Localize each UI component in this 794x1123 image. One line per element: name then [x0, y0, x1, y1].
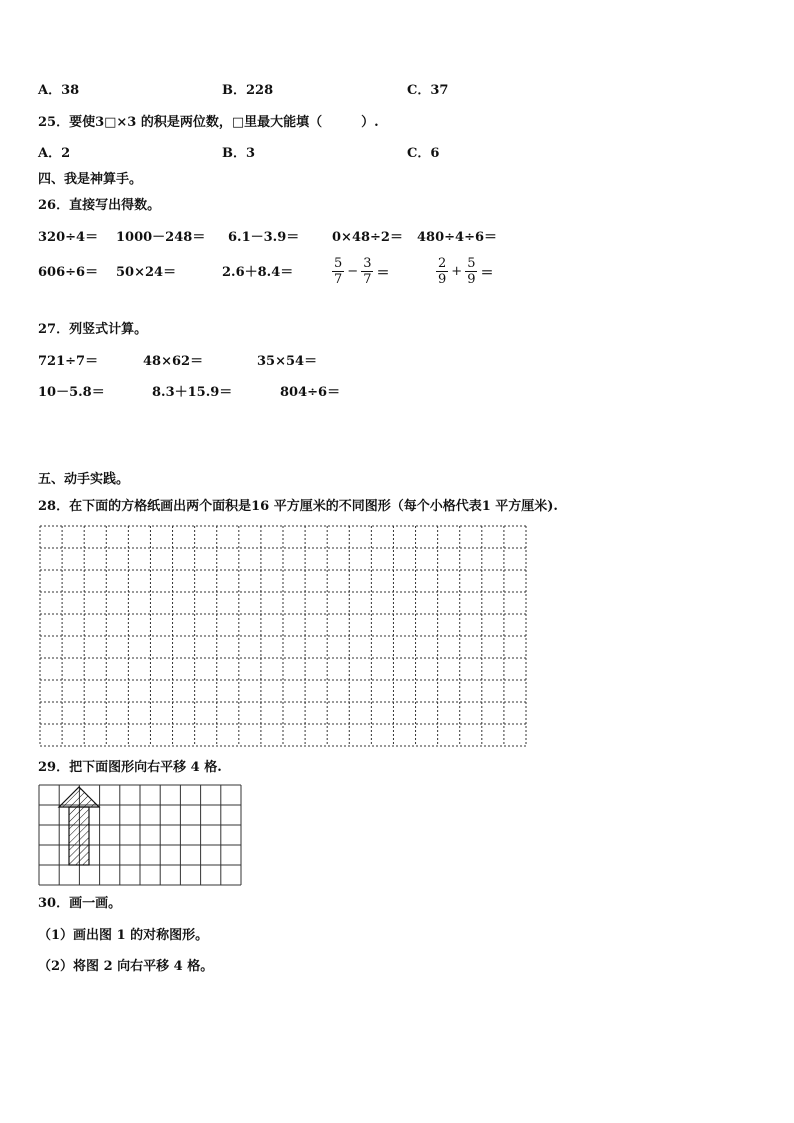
q26-r2-item: 2.6＋8.4＝: [222, 265, 294, 280]
q27-r2-item: 8.3＋15.9＝: [152, 385, 233, 400]
q30-title: 30．画一画。: [38, 896, 122, 911]
q25-option-a: A．2: [38, 146, 71, 161]
q27-r1-item: 721÷7＝: [38, 354, 99, 369]
q27-title: 27．列竖式计算。: [38, 322, 148, 337]
q26-r1-item: 320÷4＝: [38, 230, 99, 245]
q26-fraction-subtraction: 5 7 − $\frac{3}{7}$ ＝: [334, 256, 390, 287]
q25-option-b: B．3: [222, 146, 256, 161]
q27-r1-item: 48×62＝: [143, 354, 204, 369]
section-4-heading: 四、我是神算手。: [38, 172, 143, 187]
q30-part-1: （1）画出图 1 的对称图形。: [38, 928, 209, 943]
q26-title: 26．直接写出得数。: [38, 198, 161, 213]
q26-fraction-addition: 2 9 + $\frac{5}{9}$ ＝: [438, 256, 494, 287]
q27-r1-item: 35×54＝: [257, 354, 318, 369]
q27-r2-item: 804÷6＝: [280, 385, 341, 400]
section-5-heading: 五、动手实践。: [38, 472, 130, 487]
q27-r2-item: 10－5.8＝: [38, 385, 105, 400]
q30-part-2: （2）将图 2 向右平移 4 格。: [38, 959, 214, 974]
q29-title: 29．把下面图形向右平移 4 格.: [38, 760, 222, 775]
q26-r1-item: 6.1－3.9＝: [228, 230, 300, 245]
q29-grid: [37, 783, 243, 887]
q25-question: 25．要使3□×3 的积是两位数，□里最大能填（ ）.: [38, 115, 379, 130]
q26-r1-item: 1000－248＝: [116, 230, 206, 245]
q24-option-a: A．38: [38, 83, 80, 98]
q26-r2-item: 606÷6＝: [38, 265, 99, 280]
q28-title: 28．在下面的方格纸画出两个面积是16 平方厘米的不同图形（每个小格代表1 平方厘米).: [38, 499, 558, 514]
q26-r2-item: 50×24＝: [116, 265, 177, 280]
q24-option-c: C．37: [407, 83, 449, 98]
q24-option-b: B．228: [222, 83, 274, 98]
q26-r1-item: 0×48÷2＝: [332, 230, 403, 245]
q26-r1-item: 480÷4÷6＝: [417, 230, 498, 245]
q28-dashed-grid: [38, 524, 530, 750]
arrow-shape: [59, 787, 99, 865]
q25-option-c: C．6: [407, 146, 440, 161]
